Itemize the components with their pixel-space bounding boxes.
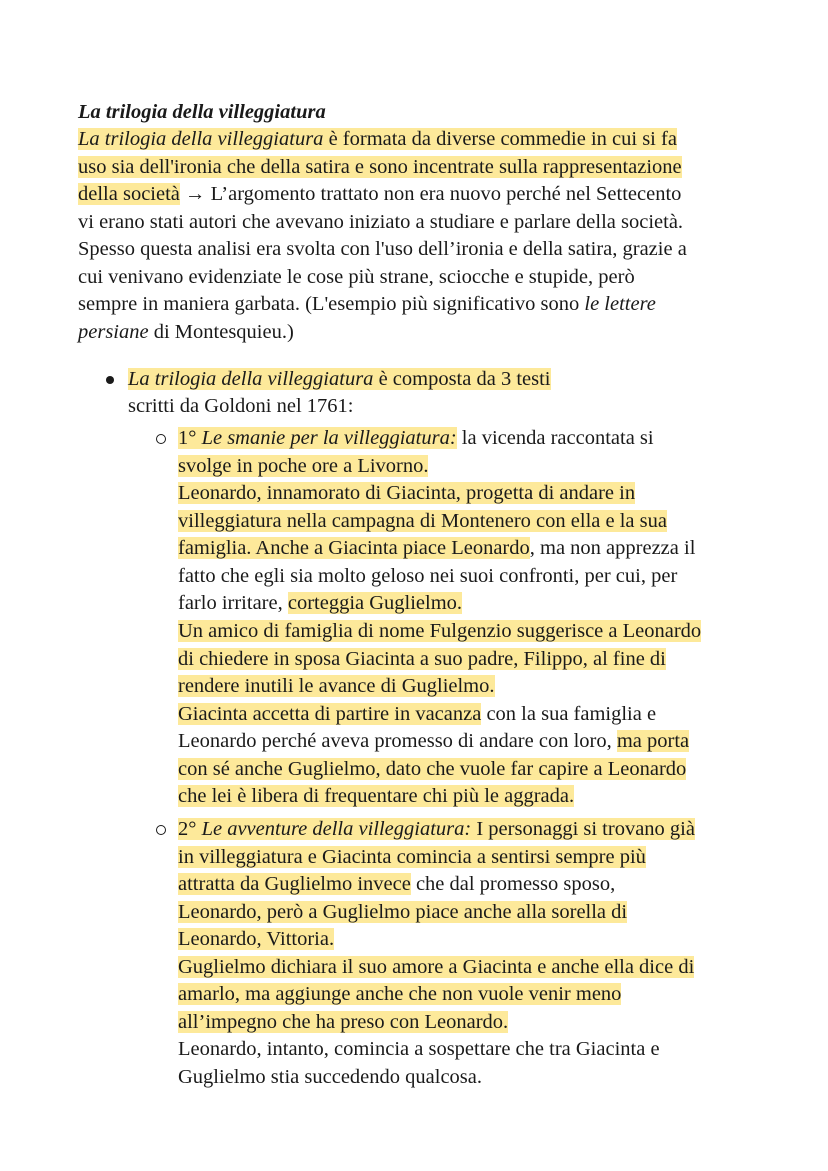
item1-line-8: Un amico di famiglia di nome Fulgenzio suggerisce a Leonardo [178, 620, 702, 642]
bullet-dot-icon [106, 376, 114, 384]
intro-line-7: sempre in maniera garbata. (L'esempio più significativo sono le lettere [78, 293, 656, 315]
item1-line-9: di chiedere in sposa Giacinta a suo padre, Filippo, al fine di [178, 648, 666, 670]
item2-line-6: Guglielmo dichiara il suo amore a Giacinta e anche ella dice di [178, 956, 695, 978]
sub-bullet-circle-icon [156, 825, 166, 835]
page-title: La trilogia della villeggiatura [78, 101, 326, 123]
item2-line-5: Leonardo, Vittoria. [178, 928, 335, 950]
intro-line-2: uso sia dell'ironia che della satira e sono incentrate sulla rappresentazione [78, 156, 682, 178]
item1-line-6: fatto che egli sia molto geloso nei suoi confronti, per cui, per [178, 565, 678, 587]
item1-line-11: Giacinta accetta di partire in vacanza con la sua famiglia e [178, 703, 657, 725]
sub-bullet-circle-icon [156, 434, 166, 444]
item1-line-1: 1° Le smanie per la villeggiatura: la vicenda raccontata si [178, 427, 654, 449]
intro-line-5: Spesso questa analisi era svolta con l'uso dell’ironia e della satira, grazie a [78, 238, 687, 260]
item2-line-8: all’impegno che ha preso con Leonardo. [178, 1011, 509, 1033]
item1-line-14: che lei è libera di frequentare chi più le aggrada. [178, 785, 575, 807]
item1-line-10: rendere inutili le avance di Guglielmo. [178, 675, 495, 697]
item2-line-9: Leonardo, intanto, comincia a sospettare che tra Giacinta e [178, 1038, 660, 1060]
item2-line-3: attratta da Guglielmo invece che dal promesso sposo, [178, 873, 616, 895]
intro-line-8: persiane di Montesquieu.) [78, 321, 294, 343]
intro-line-6: cui venivano evidenziate le cose più strane, sciocche e stupide, però [78, 266, 635, 288]
intro-line-3: della società → L’argomento trattato non era nuovo perché nel Settecento [78, 183, 682, 205]
item1-line-7: farlo irritare, corteggia Guglielmo. [178, 592, 463, 614]
item1-line-2: svolge in poche ore a Livorno. [178, 455, 429, 477]
item1-line-12: Leonardo perché aveva promesso di andare con loro, ma porta [178, 730, 690, 752]
item2-line-4: Leonardo, però a Guglielmo piace anche alla sorella di [178, 901, 628, 923]
item1-line-3: Leonardo, innamorato di Giacinta, progetta di andare in [178, 482, 636, 504]
item2-line-1: 2° Le avventure della villeggiatura: I personaggi si trovano già [178, 818, 695, 840]
item2-line-10: Guglielmo stia succedendo qualcosa. [178, 1066, 482, 1088]
item2-line-2: in villeggiatura e Giacinta comincia a sentirsi sempre più [178, 846, 646, 868]
bullet-line-2: scritti da Goldoni nel 1761: [128, 395, 354, 417]
intro-line-1: La trilogia della villeggiatura è formata da diverse commedie in cui si fa [78, 128, 677, 150]
item1-line-4: villeggiatura nella campagna di Montenero con ella e la sua [178, 510, 667, 532]
item1-line-5: famiglia. Anche a Giacinta piace Leonardo, ma non apprezza il [178, 537, 696, 559]
item1-line-13: con sé anche Guglielmo, dato che vuole far capire a Leonardo [178, 758, 687, 780]
intro-line-4: vi erano stati autori che avevano iniziato a studiare e parlare della società. [78, 211, 684, 233]
bullet-line-1: La trilogia della villeggiatura è composta da 3 testi [128, 368, 551, 390]
item2-line-7: amarlo, ma aggiunge anche che non vuole venir meno [178, 983, 622, 1005]
